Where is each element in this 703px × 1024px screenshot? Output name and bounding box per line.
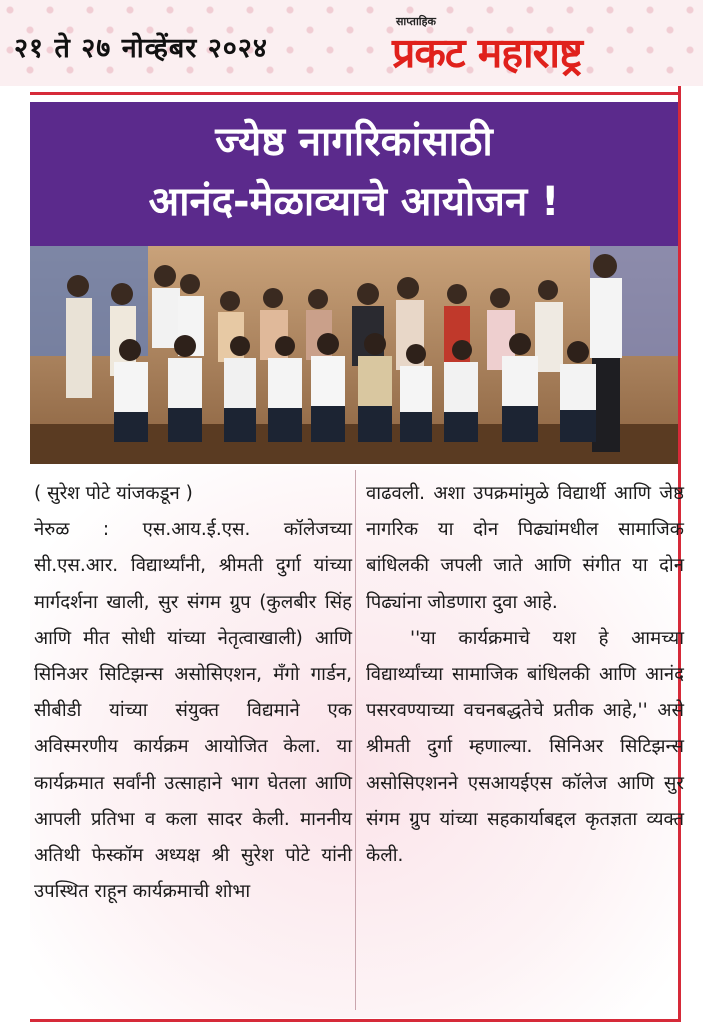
article-col2-para1: वाढवली. अशा उपक्रमांमुळे विद्यार्थी आणि जेष्ठ नागरिक या दोन पिढ्यांमधील सामाजिक बांधिलकी जपली जाते आणि संगीत या दोन पिढ्यांना जोडणारा दुवा आहे. [366, 483, 684, 613]
headline-banner [30, 102, 678, 246]
article-column-1 [34, 476, 352, 910]
publication-tag: साप्ताहिक [396, 15, 436, 28]
header-divider [30, 92, 678, 95]
article-column-2 [366, 476, 684, 874]
masthead [0, 0, 703, 86]
issue-date: २१ ते २७ नोव्हेंबर २०२४ [14, 33, 268, 64]
column-divider [355, 470, 356, 1010]
group-photo-illustration [30, 246, 678, 464]
article-byline: ( सुरेश पोटे यांजकडून ) [34, 483, 193, 504]
group-photo [30, 246, 678, 464]
page-border-bottom [30, 1019, 681, 1022]
headline-line-2: आनंद-मेळाव्याचे आयोजन ! [148, 179, 560, 225]
article-col1-text: नेरुळ : एस.आय.ई.एस. कॉलेजच्या सी.एस.आर. विद्यार्थ्यांनी, श्रीमती दुर्गा यांच्या मार्गदर्शना खाली, सुर संगम ग्रुप (कुलबीर सिंह आणि मीत सोधी यांच्या नेतृत्वाखाली) आणि सिनिअर सिटिझन्स असोसिएशन, मँगो गार्डन, सीबीडी यांच्या संयुक्त विद्यमाने एक अविस्मरणीय कार्यक्रम आयोजित केला. या कार्यक्रमात सर्वांनी उत्साहाने भाग घेतला आणि आपली प्रतिभा व कला सादर केली. माननीय अतिथी फेस्कॉम अध्यक्ष श्री सुरेश पोटे यांनी उपस्थित राहून कार्यक्रमाची शोभा [34, 519, 352, 903]
newspaper-logo: प्रकट महाराष्ट्र [392, 29, 582, 77]
article-col2-para2: ''या कार्यक्रमाचे यश हे आमच्या विद्यार्थ्यांच्या सामाजिक बांधिलकी आणि आनंद पसरवण्याच्या वचनबद्धतेचे प्रतीक आहे,'' असे श्रीमती दुर्गा म्हणाल्या. सिनिअर सिटिझन्स असोसिएशनने एसआयईएस कॉलेज आणि सुर संगम ग्रुप यांच्या सहकार्याबद्दल कृतज्ञता व्यक्त केली. [366, 627, 684, 867]
headline-line-1: ज्येष्ठ नागरिकांसाठी [215, 119, 493, 165]
